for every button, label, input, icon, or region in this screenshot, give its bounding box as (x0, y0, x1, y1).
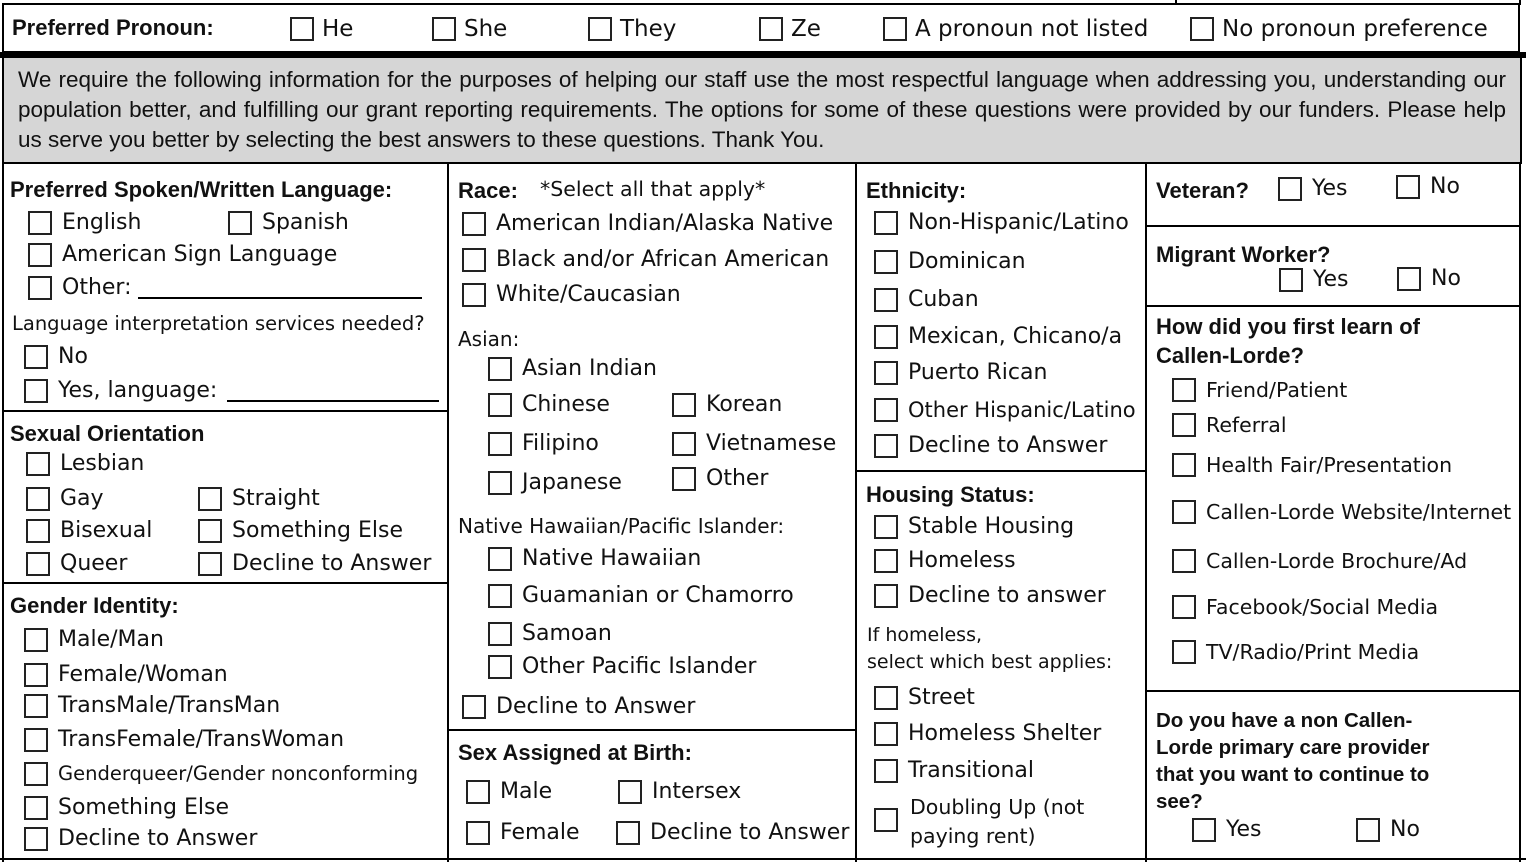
provider-heading-1: Do you have a non Callen- (1156, 709, 1413, 732)
race-option-japanese[interactable]: Japanese (488, 471, 622, 495)
learn-option-health-fair[interactable]: Health Fair/Presentation (1172, 453, 1452, 477)
race-option-asian-indian[interactable]: Asian Indian (488, 357, 657, 381)
checkbox[interactable] (198, 519, 222, 543)
checkbox[interactable] (1172, 413, 1196, 437)
checkbox[interactable] (874, 288, 898, 312)
checkbox[interactable] (1172, 500, 1196, 524)
migrant-heading: Migrant Worker? (1156, 242, 1331, 267)
checkbox[interactable] (1356, 818, 1380, 842)
orientation-heading: Sexual Orientation (10, 421, 205, 446)
race-heading: Race: (458, 178, 518, 203)
checkbox[interactable] (1396, 175, 1420, 199)
sex-at-birth-heading: Sex Assigned at Birth: (458, 740, 692, 765)
ethnicity-option-non-hispanic[interactable]: Non-Hispanic/Latino (874, 211, 1129, 235)
other-language-field[interactable] (138, 277, 422, 299)
provider-option-no[interactable]: No (1356, 818, 1420, 842)
gender-option-genderqueer[interactable]: Genderqueer/Gender nonconforming (24, 762, 418, 786)
homeless-option-street[interactable]: Street (874, 686, 975, 710)
checkbox[interactable] (28, 243, 52, 267)
gender-option-transmale[interactable]: TransMale/TransMan (24, 694, 280, 718)
checkbox[interactable] (488, 432, 512, 456)
checkbox[interactable] (462, 248, 486, 272)
ethnicity-option-mexican[interactable]: Mexican, Chicano/a (874, 325, 1122, 349)
interp-language-field[interactable] (227, 380, 439, 402)
learn-option-friend[interactable]: Friend/Patient (1172, 378, 1347, 402)
provider-heading-3: that you want to continue to (1156, 763, 1430, 786)
grid-line (1519, 164, 1521, 862)
checkbox[interactable] (874, 515, 898, 539)
if-homeless-label: If homeless, (867, 624, 983, 646)
orientation-option-straight[interactable]: Straight (198, 487, 320, 511)
learn-option-facebook[interactable]: Facebook/Social Media (1172, 595, 1438, 619)
checkbox[interactable] (874, 361, 898, 385)
veteran-option-yes[interactable]: Yes (1278, 177, 1348, 201)
race-option-guamanian[interactable]: Guamanian or Chamorro (488, 584, 794, 608)
checkbox[interactable] (1172, 595, 1196, 619)
race-note: *Select all that apply* (540, 177, 766, 201)
language-option-other[interactable]: Other: (28, 276, 422, 300)
provider-option-yes[interactable]: Yes (1192, 818, 1262, 842)
veteran-heading: Veteran? (1156, 178, 1249, 203)
pronoun-option-she[interactable]: She (432, 16, 507, 42)
language-option-spanish[interactable]: Spanish (228, 211, 349, 235)
checkbox[interactable] (874, 584, 898, 608)
checkbox[interactable] (1172, 453, 1196, 477)
pronoun-label: Preferred Pronoun: (12, 15, 214, 40)
checkbox[interactable] (24, 345, 48, 369)
interp-option-yes[interactable]: Yes, language: (24, 379, 439, 403)
checkbox[interactable] (228, 211, 252, 235)
housing-option-decline[interactable]: Decline to answer (874, 584, 1106, 608)
checkbox[interactable] (874, 398, 898, 422)
pronoun-row (2, 3, 1520, 53)
gender-option-male[interactable]: Male/Man (24, 628, 164, 652)
provider-heading-4: see? (1156, 790, 1203, 813)
checkbox[interactable] (874, 722, 898, 746)
checkbox[interactable] (883, 17, 907, 41)
sex-option-decline[interactable]: Decline to Answer (616, 821, 849, 845)
learn-option-tv[interactable]: TV/Radio/Print Media (1172, 640, 1419, 664)
pronoun-option-ze[interactable]: Ze (759, 16, 821, 42)
checkbox[interactable] (874, 325, 898, 349)
checkbox[interactable] (1172, 378, 1196, 402)
pronoun-option-he[interactable]: He (290, 16, 353, 42)
checkbox[interactable] (588, 17, 612, 41)
grid-line (447, 164, 449, 862)
checkbox[interactable] (466, 780, 490, 804)
race-option-white[interactable]: White/Caucasian (462, 283, 681, 307)
race-option-decline[interactable]: Decline to Answer (462, 695, 695, 719)
checkbox[interactable] (1192, 818, 1216, 842)
race-option-native-hawaiian[interactable]: Native Hawaiian (488, 547, 701, 571)
checkbox[interactable] (874, 686, 898, 710)
orientation-option-something-else[interactable]: Something Else (198, 519, 403, 543)
grid-line (1145, 690, 1521, 692)
checkbox[interactable] (432, 17, 456, 41)
checkbox[interactable] (488, 622, 512, 646)
checkbox[interactable] (874, 808, 898, 832)
pronoun-option-no-preference[interactable]: No pronoun preference (1190, 16, 1488, 42)
checkbox[interactable] (24, 827, 48, 851)
doubling-label-1: Doubling Up (not (910, 795, 1085, 819)
checkbox[interactable] (1397, 267, 1421, 291)
language-option-asl[interactable]: American Sign Language (28, 243, 337, 267)
grid-line (2, 164, 4, 862)
language-option-english[interactable]: English (28, 211, 141, 235)
checkbox[interactable] (1172, 640, 1196, 664)
ethnicity-option-cuban[interactable]: Cuban (874, 288, 979, 312)
checkbox[interactable] (672, 467, 696, 491)
checkbox[interactable] (24, 694, 48, 718)
checkbox[interactable] (26, 487, 50, 511)
checkbox[interactable] (488, 584, 512, 608)
checkbox[interactable] (462, 212, 486, 236)
grid-line (1145, 305, 1521, 307)
ethnicity-heading: Ethnicity: (866, 178, 967, 203)
checkbox[interactable] (462, 283, 486, 307)
checkbox[interactable] (26, 519, 50, 543)
checkbox[interactable] (24, 379, 48, 403)
checkbox[interactable] (759, 17, 783, 41)
grid-line (0, 858, 1526, 860)
learn-option-referral[interactable]: Referral (1172, 413, 1287, 437)
learn-heading-1: How did you first learn of (1156, 314, 1421, 339)
checkbox[interactable] (1190, 17, 1214, 41)
checkbox[interactable] (24, 762, 48, 786)
grid-line (855, 470, 1147, 472)
checkbox[interactable] (26, 552, 50, 576)
checkbox[interactable] (466, 821, 490, 845)
interp-question: Language interpretation services needed? (12, 312, 425, 335)
orientation-option-bisexual[interactable]: Bisexual (26, 519, 152, 543)
checkbox[interactable] (874, 759, 898, 783)
grid-line (2, 582, 449, 584)
checkbox[interactable] (462, 695, 486, 719)
homeless-option-shelter[interactable]: Homeless Shelter (874, 722, 1101, 746)
checkbox[interactable] (24, 728, 48, 752)
race-option-korean[interactable]: Korean (672, 393, 782, 417)
checkbox[interactable] (26, 452, 50, 476)
orientation-option-decline[interactable]: Decline to Answer (198, 552, 431, 576)
gender-option-female[interactable]: Female/Woman (24, 663, 228, 687)
learn-option-brochure[interactable]: Callen-Lorde Brochure/Ad (1172, 549, 1467, 573)
grid-line (447, 729, 857, 731)
orientation-option-queer[interactable]: Queer (26, 552, 127, 576)
ethnicity-option-puerto-rican[interactable]: Puerto Rican (874, 361, 1047, 385)
checkbox[interactable] (198, 552, 222, 576)
checkbox[interactable] (290, 17, 314, 41)
homeless-option-transitional[interactable]: Transitional (874, 759, 1034, 783)
orientation-option-gay[interactable]: Gay (26, 487, 104, 511)
checkbox[interactable] (488, 357, 512, 381)
checkbox[interactable] (198, 487, 222, 511)
checkbox[interactable] (24, 796, 48, 820)
grid-line (1145, 164, 1147, 862)
checkbox[interactable] (24, 628, 48, 652)
checkbox[interactable] (874, 434, 898, 458)
checkbox[interactable] (874, 549, 898, 573)
learn-heading-2: Callen-Lorde? (1156, 343, 1304, 368)
veteran-option-no[interactable]: No (1396, 175, 1460, 199)
race-option-american-indian[interactable]: American Indian/Alaska Native (462, 212, 833, 236)
orientation-option-lesbian[interactable]: Lesbian (26, 452, 144, 476)
race-option-samoan[interactable]: Samoan (488, 622, 612, 646)
race-option-black[interactable]: Black and/or African American (462, 248, 829, 272)
checkbox[interactable] (618, 780, 642, 804)
checkbox[interactable] (28, 276, 52, 300)
pronoun-option-they[interactable]: They (588, 16, 676, 42)
housing-option-stable[interactable]: Stable Housing (874, 515, 1074, 539)
race-option-vietnamese[interactable]: Vietnamese (672, 432, 836, 456)
grid-line (855, 164, 857, 862)
asian-label: Asian: (458, 327, 520, 351)
pronoun-option-not-listed[interactable]: A pronoun not listed (883, 16, 1148, 42)
checkbox[interactable] (874, 211, 898, 235)
ethnicity-option-decline[interactable]: Decline to Answer (874, 434, 1107, 458)
race-option-chinese[interactable]: Chinese (488, 393, 610, 417)
grid-line (1145, 225, 1521, 227)
housing-option-homeless[interactable]: Homeless (874, 549, 1016, 573)
checkbox[interactable] (24, 663, 48, 687)
checkbox[interactable] (672, 393, 696, 417)
checkbox[interactable] (28, 211, 52, 235)
doubling-label-2: paying rent) (910, 824, 1036, 848)
grid-line (2, 410, 449, 412)
checkbox[interactable] (488, 547, 512, 571)
race-option-asian-other[interactable]: Other (672, 467, 768, 491)
homeless-option-doubling-checkbox[interactable] (874, 808, 898, 832)
checkbox[interactable] (1172, 549, 1196, 573)
gender-option-something-else[interactable]: Something Else (24, 796, 229, 820)
migrant-option-no[interactable]: No (1397, 267, 1461, 291)
learn-option-website[interactable]: Callen-Lorde Website/Internet (1172, 500, 1511, 524)
gender-heading: Gender Identity: (10, 593, 179, 618)
gender-option-decline[interactable]: Decline to Answer (24, 827, 257, 851)
checkbox[interactable] (616, 821, 640, 845)
checkbox[interactable] (488, 471, 512, 495)
sex-option-female[interactable]: Female (466, 821, 580, 845)
ethnicity-option-other-hispanic[interactable]: Other Hispanic/Latino (874, 398, 1136, 422)
checkbox[interactable] (488, 655, 512, 679)
sex-option-male[interactable]: Male (466, 780, 552, 804)
ethnicity-option-dominican[interactable]: Dominican (874, 250, 1026, 274)
race-option-filipino[interactable]: Filipino (488, 432, 599, 456)
migrant-option-yes[interactable]: Yes (1279, 268, 1349, 292)
checkbox[interactable] (488, 393, 512, 417)
housing-heading: Housing Status: (866, 482, 1035, 507)
checkbox[interactable] (874, 250, 898, 274)
race-option-other-pacific[interactable]: Other Pacific Islander (488, 655, 756, 679)
interp-option-no[interactable]: No (24, 345, 88, 369)
select-best-label: select which best applies: (867, 651, 1113, 673)
checkbox[interactable] (672, 432, 696, 456)
provider-heading-2: Lorde primary care provider (1156, 736, 1430, 759)
intro-text: We require the following information for the purposes of helping our staff use the most respectful language when addressing you, understanding our population better, and fulfilling our grant reporting requirements. The options for some of these questions were provided by our funders. Please help us serve you better by selecting the best answers to these questions. Thank You. (2, 58, 1522, 164)
language-heading: Preferred Spoken/Written Language: (10, 177, 393, 202)
gender-option-transfemale[interactable]: TransFemale/TransWoman (24, 728, 344, 752)
sex-option-intersex[interactable]: Intersex (618, 780, 741, 804)
checkbox[interactable] (1278, 177, 1302, 201)
pacific-label: Native Hawaiian/Pacific Islander: (458, 514, 785, 538)
checkbox[interactable] (1279, 268, 1303, 292)
